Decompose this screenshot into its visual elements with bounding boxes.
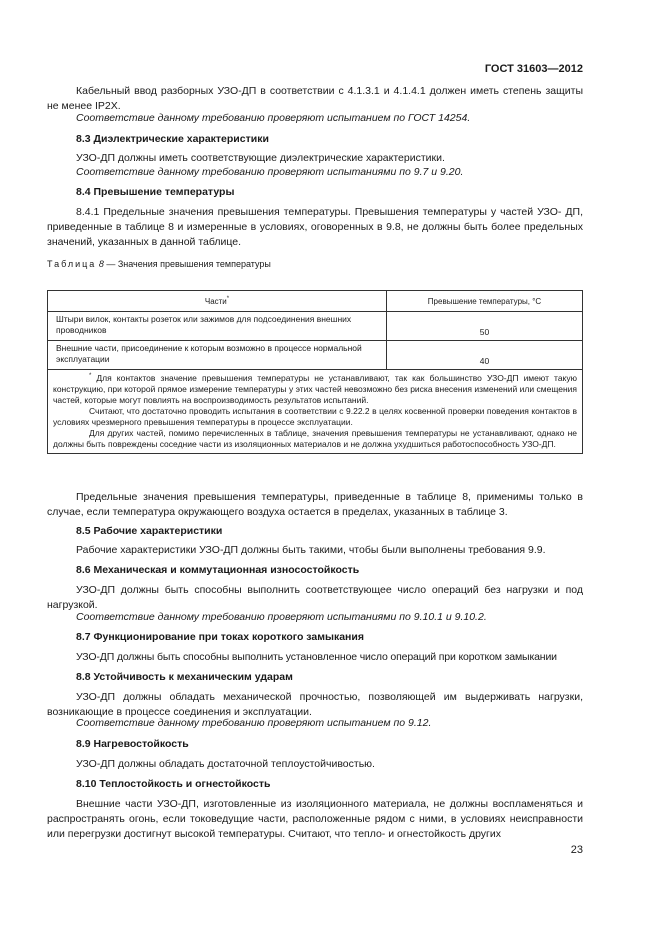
paragraph-8-6: УЗО-ДП должны быть способны выполнить соответствующее число операций без нагрузки и под нагрузкой. xyxy=(47,584,583,611)
table-header-temperature: Превышение температуры, °С xyxy=(387,291,583,312)
paragraph-8-7: УЗО-ДП должны быть способны выполнить установленное число операций при коротком замыкании xyxy=(76,651,557,663)
footnote-paragraph-1: Для контактов значение превышения температуры не устанавливают, так как большинство УЗО-ДП имеют такую конструкцию, при которой прямое измерение температуры у этих частей невозможно без риска внесения изменений или смещения частей, которые могут повлиять на воспроизводимость результатов испытаний. xyxy=(53,373,577,405)
paragraph-8-3-check: Соответствие данному требованию проверяют испытаниями по 9.7 и 9.20. xyxy=(76,166,464,178)
table-row xyxy=(48,341,583,370)
table-caption-text: — Значения превышения температуры xyxy=(106,259,271,269)
heading-8-3: 8.3 Диэлектрические характеристики xyxy=(76,133,269,145)
paragraph-cable-entry: Кабельный ввод разборных УЗО-ДП в соответствии с 4.1.3.1 и 4.1.4.1 должен иметь степень защиты не менее IP2X. xyxy=(47,85,583,112)
paragraph-8-8-check: Соответствие данному требованию проверяют испытанием по 9.12. xyxy=(76,717,432,729)
table-cell-value: 50 xyxy=(387,312,583,341)
footnote-paragraph-2: Считают, что достаточно проводить испытания в соответствии с 9.22.2 в целях косвенной проверки поведения контактов в условиях чрезмерного превышения температуры в процессе эксплуатации. xyxy=(53,406,577,427)
temperature-table xyxy=(47,290,583,454)
heading-8-5: 8.5 Рабочие характеристики xyxy=(76,525,223,537)
heading-8-4: 8.4 Превышение температуры xyxy=(76,186,235,198)
paragraph-8-5: Рабочие характеристики УЗО-ДП должны быть такими, чтобы были выполнены требования 9.9. xyxy=(76,544,546,556)
table-caption xyxy=(47,258,271,270)
paragraph-8-6-check: Соответствие данному требованию проверяют испытаниями по 9.10.1 и 9.10.2. xyxy=(76,611,487,623)
paragraph-8-3: УЗО-ДП должны иметь соответствующие диэлектрические характеристики. xyxy=(76,152,445,164)
paragraph-8-8: УЗО-ДП должны обладать механической прочностью, позволяющей им выдерживать нагрузки, возникающие в процессе соединения и эксплуатации. xyxy=(47,691,583,718)
page-number: 23 xyxy=(570,844,583,856)
paragraph-8-9: УЗО-ДП должны обладать достаточной теплоустойчивостью. xyxy=(76,758,375,770)
heading-8-6: 8.6 Механическая и коммутационная износостойкость xyxy=(76,564,360,576)
heading-8-9: 8.9 Нагревостойкость xyxy=(76,738,189,750)
heading-8-7: 8.7 Функционирование при токах короткого замыкания xyxy=(76,631,364,643)
document-header: ГОСТ 31603—2012 xyxy=(484,63,583,75)
table-cell-value: 40 xyxy=(387,341,583,370)
table-caption-label: Таблица xyxy=(47,259,97,269)
heading-8-10: 8.10 Теплостойкость и огнестойкость xyxy=(76,778,271,790)
paragraph-8-4-1: 8.4.1 Предельные значения превышения температуры. Превышения температуры у частей УЗО- ДП, приведенные в таблице 8 и измеренные в условиях, оговоренных в 9.8, не должны быть более предельных значений, указанных в данной таблице. xyxy=(47,206,583,248)
paragraph-cable-check: Соответствие данному требованию проверяют испытанием по ГОСТ 14254. xyxy=(76,112,471,124)
heading-8-8: 8.8 Устойчивость к механическим ударам xyxy=(76,671,293,683)
table-cell-part: Внешние части, присоединение к которым возможно в процессе нормальной эксплуатации xyxy=(48,341,387,370)
table-header-parts: Части* xyxy=(48,291,387,312)
paragraph-limits: Предельные значения превышения температуры, приведенные в таблице 8, применимы только в случае, если температура окружающего воздуха остается в пределах, указанных в таблице 3. xyxy=(47,491,583,518)
table-row xyxy=(48,312,583,341)
paragraph-8-10: Внешние части УЗО-ДП, изготовленные из изоляционного материала, не должны воспламеняться и распространять огонь, если токоведущие части, расположенные рядом с ними, в условиях неисправности или перегрузки достигнут высокой температуры. Считают, что тепло- и огнестойкость других xyxy=(47,798,583,840)
footnote-paragraph-3: Для других частей, помимо перечисленных в таблице, значения превышения температуры не устанавливают, однако не должны быть повреждены соседние части из изоляционных материалов и не должна ухудшиться работоспособность УЗО-ДП. xyxy=(53,428,577,449)
table-cell-part: Штыри вилок, контакты розеток или зажимов для подсоединения внешних проводников xyxy=(48,312,387,341)
table-footnote: * Для контактов значение превышения температуры не устанавливают, так как большинство УЗО-ДП имеют такую конструкцию, при которой прямое измерение температуры у этих частей невозможно без риска внесения изменений или смещения частей, которые могут повлиять на воспроизводимость результатов испытаний. Считают, что достаточно проводить испытания в соответствии с 9.22.2 в целях косвенной проверки поведения контактов в условиях чрезмерного превышения температуры в процессе эксплуатации. Для других частей, помимо перечисленных в таблице, значения превышения температуры не устанавливают, однако не должны быть повреждены соседние части из изоляционных материалов и не должна ухудшиться работоспособность УЗО-ДП. xyxy=(48,370,583,454)
table-caption-number: 8 xyxy=(98,259,104,269)
